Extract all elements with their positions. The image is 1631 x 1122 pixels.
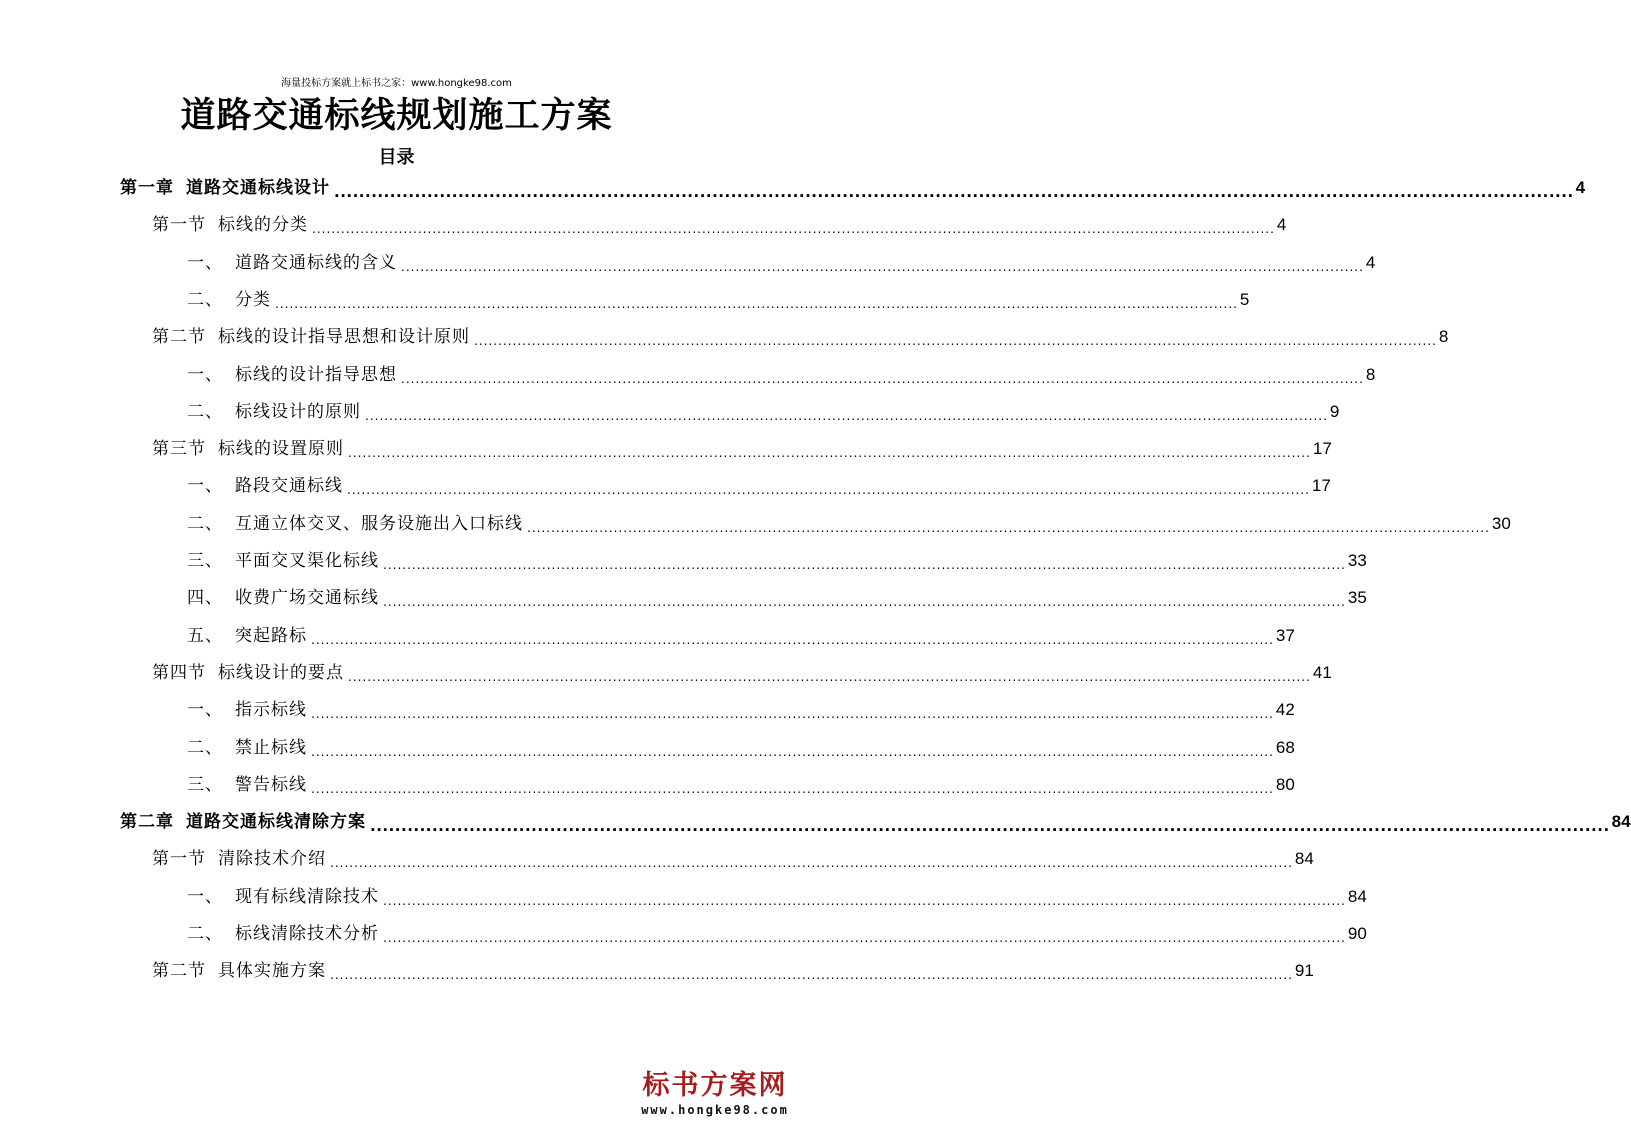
toc-entry-number: 第一节 (152, 215, 206, 235)
toc-entry-page: 41 (1312, 663, 1332, 682)
toc-entry-title: 互通立体交叉、服务设施出入口标线 (235, 514, 523, 534)
toc-entry-title: 突起路标 (235, 626, 307, 646)
toc-entry-page: 80 (1275, 775, 1295, 794)
toc-dot-leader: ........................................................................................................................................................................................................ (383, 558, 1346, 572)
toc-entry-number: 第三节 (152, 439, 206, 459)
toc-entry[interactable] (152, 846, 1314, 872)
toc-entry[interactable] (152, 212, 1287, 238)
toc-dot-leader: ........................................................................................................................................................................................................ (348, 670, 1311, 684)
toc-entry-number: 第四节 (152, 663, 206, 683)
toc-entry-page: 91 (1294, 961, 1314, 980)
toc-dot-leader: ........................................................................................................................................................................................................ (370, 817, 1610, 835)
toc-dot-leader: ........................................................................................................................................................................................................ (365, 409, 1328, 423)
toc-entry[interactable] (187, 399, 1340, 425)
toc-entry-title: 平面交叉渠化标线 (235, 551, 379, 571)
toc-entry[interactable] (120, 809, 1631, 835)
toc-entry[interactable] (187, 735, 1295, 761)
toc-entry-title: 标线设计的要点 (218, 663, 344, 683)
toc-entry-number: 二、 (187, 402, 223, 422)
toc-entry-page: 30 (1491, 514, 1511, 533)
toc-entry-page: 8 (1365, 365, 1376, 384)
toc-entry-page: 33 (1347, 551, 1367, 570)
toc-dot-leader: ........................................................................................................................................................................................................ (311, 707, 1274, 721)
toc-dot-leader: ........................................................................................................................................................................................................ (334, 183, 1574, 201)
toc-entry[interactable] (187, 287, 1250, 313)
toc-entry[interactable] (187, 511, 1511, 537)
toc-entry-page: 8 (1438, 327, 1449, 346)
toc-dot-leader: ........................................................................................................................................................................................................ (330, 856, 1293, 870)
toc-entry-page: 4 (1575, 178, 1586, 197)
toc-dot-leader: ........................................................................................................................................................................................................ (311, 633, 1274, 647)
toc-entry[interactable] (187, 884, 1367, 910)
watermark (640, 1070, 790, 1118)
toc-dot-leader: ........................................................................................................................................................................................................ (347, 483, 1310, 497)
toc-entry[interactable] (187, 250, 1376, 276)
toc-entry-number: 第二节 (152, 327, 206, 347)
toc-entry[interactable] (152, 660, 1332, 686)
toc-dot-leader: ........................................................................................................................................................................................................ (383, 595, 1346, 609)
toc-entry-number: 第一章 (120, 178, 174, 198)
toc-entry-page: 9 (1329, 402, 1340, 421)
toc-entry-number: 三、 (187, 551, 223, 571)
toc-entry[interactable] (187, 697, 1295, 723)
toc-entry-number: 一、 (187, 365, 223, 385)
toc-entry-number: 第二节 (152, 961, 206, 981)
toc-entry[interactable] (152, 958, 1314, 984)
watermark-logo: 标书方案网 (642, 1070, 788, 1101)
toc-entry-page: 4 (1365, 253, 1376, 272)
toc-entry[interactable] (152, 324, 1449, 350)
watermark-url: www.hongke98.com (641, 1103, 789, 1117)
toc-entry-page: 68 (1275, 738, 1295, 757)
toc-entry-page: 4 (1276, 215, 1287, 234)
toc-entry-title: 分类 (235, 290, 271, 310)
toc-entry-page: 90 (1347, 924, 1367, 943)
toc-dot-leader: ........................................................................................................................................................................................................ (348, 446, 1311, 460)
toc-entry-page: 42 (1275, 700, 1295, 719)
toc-entry-number: 一、 (187, 476, 223, 496)
toc-entry[interactable] (187, 623, 1295, 649)
toc-entry-title: 道路交通标线设计 (186, 178, 330, 198)
toc-entry-number: 二、 (187, 924, 223, 944)
toc-entry-page: 35 (1347, 588, 1367, 607)
toc-entry-number: 五、 (187, 626, 223, 646)
toc-entry[interactable] (187, 921, 1367, 947)
toc-dot-leader: ........................................................................................................................................................................................................ (474, 334, 1437, 348)
toc-dot-leader: ........................................................................................................................................................................................................ (311, 745, 1274, 759)
toc-entry[interactable] (187, 473, 1331, 499)
toc-entry-number: 三、 (187, 775, 223, 795)
toc-entry-number: 一、 (187, 700, 223, 720)
toc-heading: 目录 (378, 147, 415, 168)
toc-dot-leader: ........................................................................................................................................................................................................ (383, 894, 1346, 908)
toc-entry-page: 17 (1311, 476, 1331, 495)
toc-dot-leader: ........................................................................................................................................................................................................ (330, 968, 1293, 982)
toc-dot-leader: ........................................................................................................................................................................................................ (312, 222, 1275, 236)
toc-entry[interactable] (187, 585, 1367, 611)
toc-entry-page: 84 (1611, 812, 1631, 831)
toc-entry[interactable] (187, 548, 1367, 574)
toc-entry-page: 5 (1239, 290, 1250, 309)
document-title: 道路交通标线规划施工方案 (180, 96, 613, 136)
toc-entry-title: 禁止标线 (235, 738, 307, 758)
page-header: 海量投标方案就上标书之家：www.hongke98.com (281, 78, 512, 89)
toc-entry-number: 二、 (187, 514, 223, 534)
toc-entry-page: 84 (1294, 849, 1314, 868)
toc-entry-title: 具体实施方案 (218, 961, 326, 981)
toc-entry-number: 四、 (187, 588, 223, 608)
toc-entry-page: 17 (1312, 439, 1332, 458)
toc-entry-title: 指示标线 (235, 700, 307, 720)
toc-entry-title: 收费广场交通标线 (235, 588, 379, 608)
toc-entry-page: 37 (1275, 626, 1295, 645)
toc-entry-title: 标线的设计指导思想和设计原则 (218, 327, 470, 347)
toc-entry-number: 一、 (187, 253, 223, 273)
toc-entry-number: 二、 (187, 290, 223, 310)
toc-dot-leader: ........................................................................................................................................................................................................ (527, 521, 1490, 535)
toc-dot-leader: ........................................................................................................................................................................................................ (383, 931, 1346, 945)
toc-dot-leader: ........................................................................................................................................................................................................ (311, 782, 1274, 796)
toc-entry-title: 标线的设置原则 (218, 439, 344, 459)
toc-entry-title: 警告标线 (235, 775, 307, 795)
toc-entry-title: 标线设计的原则 (235, 402, 361, 422)
toc-entry-title: 标线的设计指导思想 (235, 365, 397, 385)
toc-entry-title: 清除技术介绍 (218, 849, 326, 869)
toc-entry-page: 84 (1347, 887, 1367, 906)
toc-entry-number: 第一节 (152, 849, 206, 869)
toc-dot-leader: ........................................................................................................................................................................................................ (401, 260, 1364, 274)
toc-entry-number: 一、 (187, 887, 223, 907)
toc-entry-title: 现有标线清除技术 (235, 887, 379, 907)
toc-entry-title: 路段交通标线 (235, 476, 343, 496)
toc-entry-title: 道路交通标线清除方案 (186, 812, 366, 832)
toc-entry-title: 道路交通标线的含义 (235, 253, 397, 273)
toc-dot-leader: ........................................................................................................................................................................................................ (275, 297, 1238, 311)
toc-entry-number: 第二章 (120, 812, 174, 832)
toc-entry-title: 标线的分类 (218, 215, 308, 235)
toc-entry-title: 标线清除技术分析 (235, 924, 379, 944)
toc-entry[interactable] (187, 772, 1295, 798)
toc-entry-number: 二、 (187, 738, 223, 758)
toc-entry[interactable] (152, 436, 1332, 462)
toc-entry[interactable] (187, 362, 1376, 388)
toc-dot-leader: ........................................................................................................................................................................................................ (401, 372, 1364, 386)
toc-entry[interactable] (120, 175, 1586, 201)
